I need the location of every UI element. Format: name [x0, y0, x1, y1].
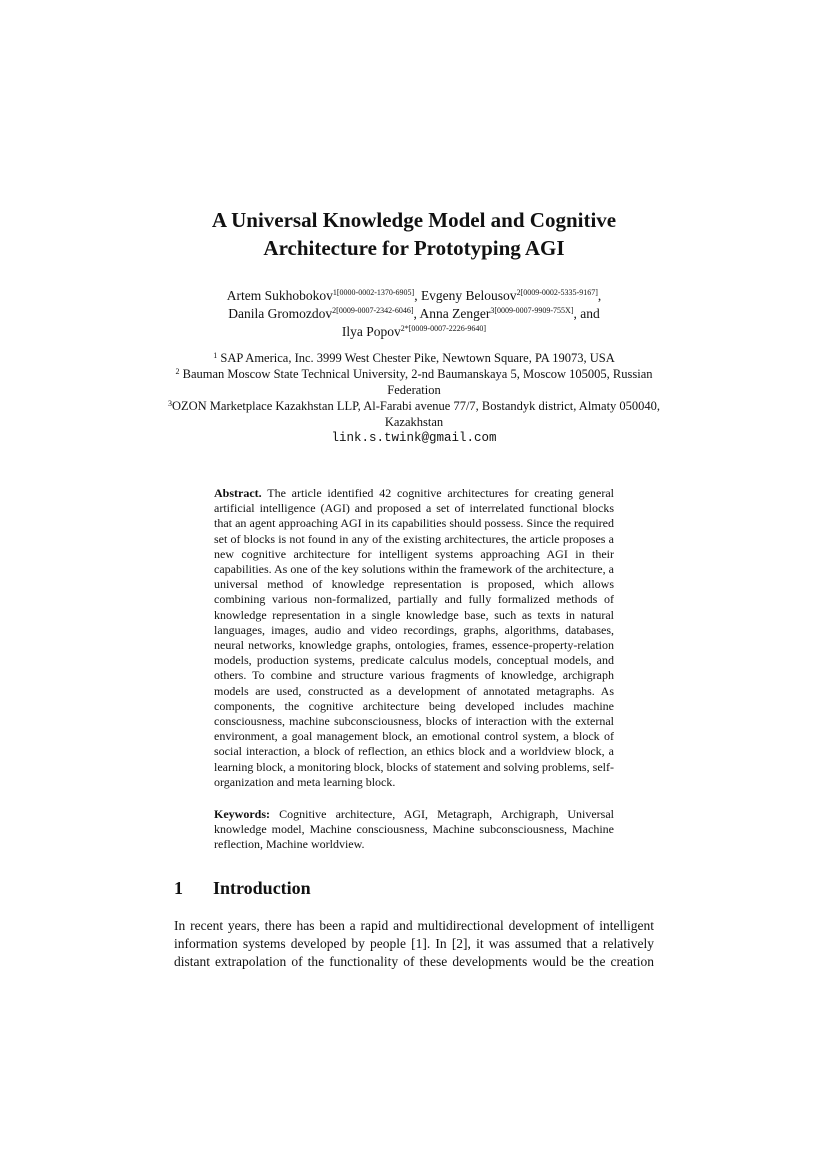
- author-name: Danila Gromozdov: [228, 306, 333, 321]
- section-heading: [174, 876, 311, 900]
- author-orcid: 2*[0009-0007-2226-9640]: [400, 324, 487, 333]
- author-separator: ,: [413, 306, 420, 321]
- section-body: [174, 917, 654, 971]
- affiliation: [160, 366, 668, 398]
- abstract-text: The article identified 42 cognitive architectures for creating general artificial intelligence (AGI) and proposed a set of interrelated functional blocks that an agent approaching AGI in its capabilities should possess. Since the required set of blocks is not found in any of the existing architectures, the article proposes a new cognitive architecture for intelligent systems approaching AGI in their capabilities. As one of the key solutions within the framework of the architecture, a universal method of knowledge representation is proposed, which allows combining various non-formalized, partially and fully formalized methods of knowledge representation in a single knowledge base, such as texts in natural languages, images, audio and video recordings, graphs, algorithms, databases, neural networks, knowledge graphs, ontologies, frames, essence-property-relation models, production systems, predicate calculus models, conceptual models, and others. To combine and structure various fragments of knowledge, archigraph models are used, constructed as a development of annotated metagraphs. As components, the cognitive architecture being developed includes machine consciousness, machine subconsciousness, blocks of interaction with the external environment, a goal management block, an emotional control system, a block of social interaction, a block of reflection, an ethics block and a worldview block, a learning block, a monitoring block, blocks of statement and solving problems, self-organization and meta learning block.: [214, 486, 614, 789]
- affiliation: [160, 350, 668, 366]
- affiliation: [160, 398, 668, 430]
- paper-title: [174, 206, 654, 262]
- author-separator: ,: [597, 288, 602, 303]
- contact-email: link.s.twink@gmail.com: [331, 431, 497, 445]
- affiliation-number: 1: [213, 351, 218, 360]
- keywords: [214, 807, 614, 853]
- affiliation-text: OZON Marketplace Kazakhstan LLP, Al-Farabi avenue 77/7, Bostandyk district, Almaty 050040, Kazakhstan: [171, 399, 661, 429]
- abstract: [214, 486, 614, 790]
- author-line: [174, 287, 654, 305]
- title-line-2: Architecture for Prototyping AGI: [263, 236, 565, 260]
- author-name: Ilya Popov: [341, 324, 401, 339]
- author-orcid: 1[0000-0002-1370-6905]: [332, 288, 415, 297]
- affiliation-number: 3: [167, 399, 172, 408]
- abstract-label: Abstract.: [214, 486, 262, 500]
- keywords-label: Keywords:: [214, 807, 270, 821]
- author-orcid: 3[0009-0007-9909-755X]: [490, 306, 574, 315]
- body-line: distant extrapolation of the functionality of these developments would be the creation: [174, 954, 654, 969]
- section-number: 1: [174, 878, 183, 898]
- author-line: [174, 323, 654, 341]
- affiliation-text: SAP America, Inc. 3999 West Chester Pike, Newtown Square, PA 19073, USA: [220, 351, 615, 365]
- author-name: Anna Zenger: [419, 306, 491, 321]
- title-line-1: A Universal Knowledge Model and Cognitive: [211, 208, 617, 232]
- author-separator: , and: [573, 306, 600, 321]
- author-list: [174, 287, 654, 341]
- affiliation-number: 2: [175, 367, 180, 376]
- author-orcid: 2[0009-0002-5335-9167]: [516, 288, 598, 297]
- section-title: Introduction: [213, 878, 311, 898]
- affiliation-list: [160, 350, 668, 446]
- author-orcid: 2[0009-0007-2342-6046]: [332, 306, 414, 315]
- author-name: Evgeny Belousov: [420, 288, 517, 303]
- body-line: In recent years, there has been a rapid and multidirectional development of intelligent: [174, 918, 654, 933]
- keywords-text: Cognitive architecture, AGI, Metagraph, Archigraph, Universal knowledge model, Machine consciousness, Machine subconsciousness, Machine reflection, Machine worldview.: [214, 807, 614, 852]
- author-name: Artem Sukhobokov: [226, 288, 333, 303]
- author-line: [174, 305, 654, 323]
- author-separator: ,: [414, 288, 421, 303]
- affiliation-text: Bauman Moscow State Technical University, 2-nd Baumanskaya 5, Moscow 105005, Russian Federation: [182, 367, 653, 397]
- body-line: information systems developed by people [1]. In [2], it was assumed that a relatively: [174, 936, 654, 951]
